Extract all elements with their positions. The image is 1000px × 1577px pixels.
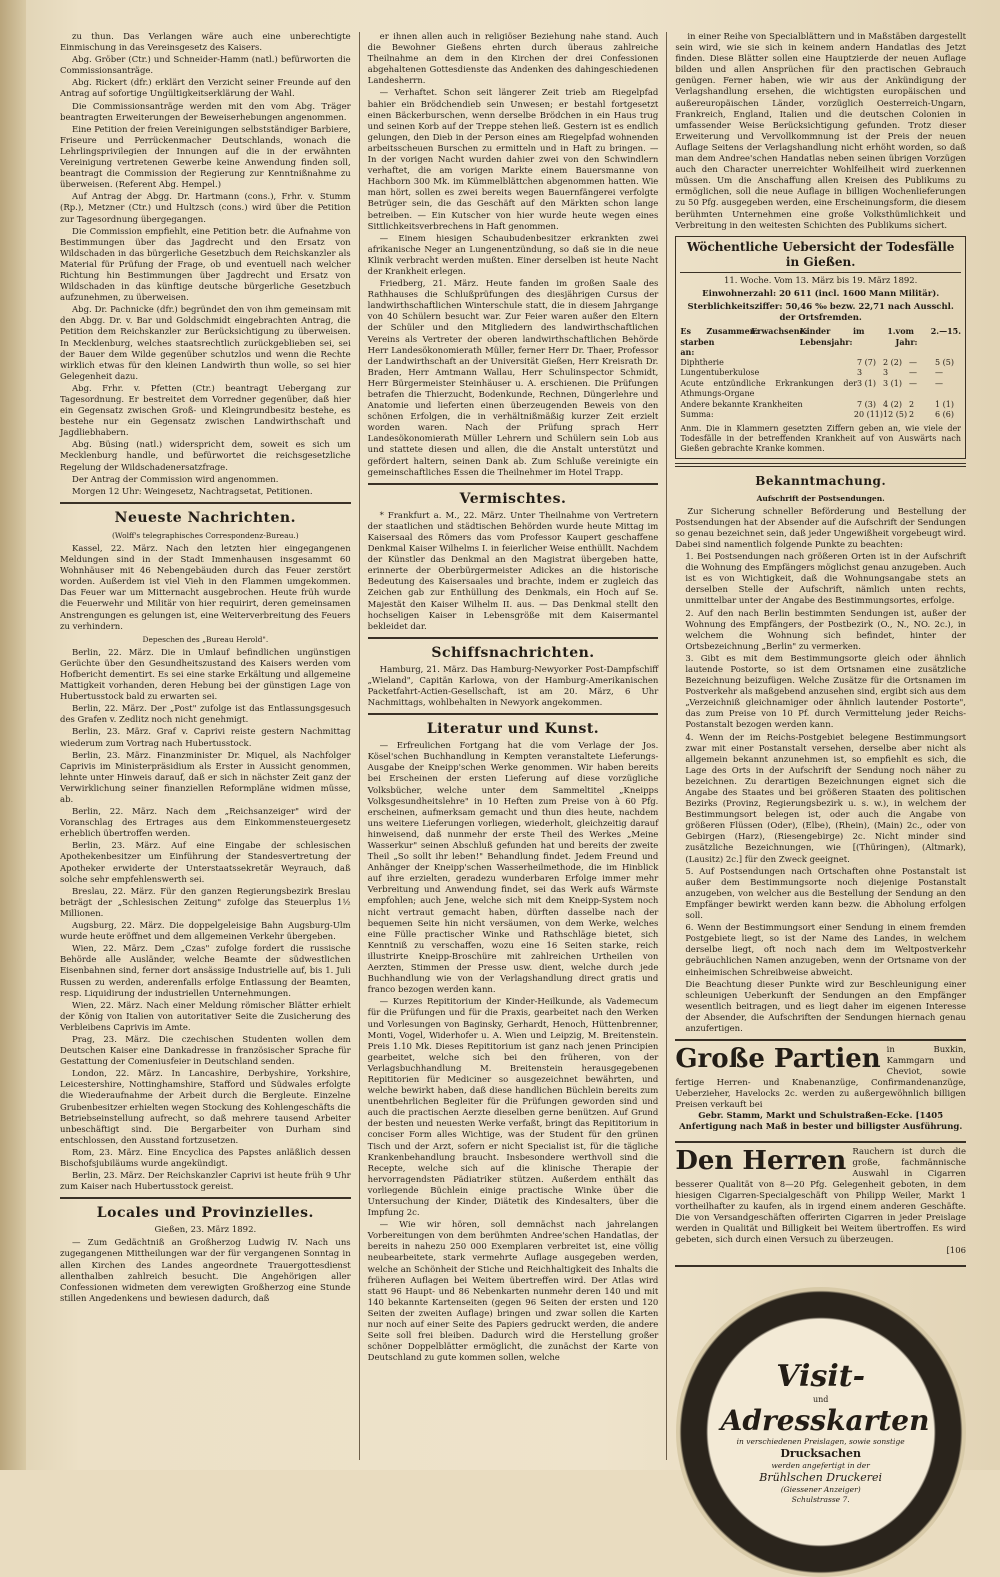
news-item: Berlin, 23. März. Graf v. Caprivi reiste gestern Nachmittag wiederum zum Vortrag nach Hubertusstock.: [60, 727, 351, 749]
mortality-cell: —: [935, 368, 944, 378]
ad-clothing: [675, 1039, 966, 1137]
paragraph: Der Antrag der Commission wird angenommen.: [72, 474, 279, 485]
mortality-col-header: Erwachsene:: [751, 326, 808, 337]
mortality-cell: 2: [909, 410, 915, 420]
ad-clothing-firm: [675, 1111, 966, 1122]
column-1: [60, 32, 351, 1460]
atlas-continued: [675, 32, 966, 232]
paragraph: — Wie wir hören, soll demnächst nach jahrelangen Vorbereitungen von dem berühmten Andree'schen Handatlas, der bereits in nahezu 250 000 Exemplaren verbreitet ist, eine völlig neubearbeitete, stark vermehrte Auflage ausgegeben werden, welche an Schönheit der Stiche und Reichhaltigkeit des Inhalts die früheren Auflagen bei Weitem übertreffen wird. Der Atlas wird statt 96 Haupt- und 86 Nebenkarten nunmehr deren 140 und mit 140 bekannte Kartenseiten (gegen 96 Seiten der ersten und 120 Seiten der zweiten Auflage) bringen und zwar sollen die Karten nur noch auf einer Seite des Papiers gedruckt werden, die andere Seite soll frei bleiben. Dadurch wird die Herstellung großer schöner Doppelblätter ermöglicht, die zunächst der Karte von Deutschland zu gute kommen sollen, welche: [367, 1220, 659, 1364]
section-heading-local: Locales und Provinzielles.: [96, 1205, 314, 1222]
news-item: Berlin, 22. März. Der „Post" zufolge ist das Entlassungsgesuch des Grafen v. Zedlitz noch nicht genehmigt.: [60, 704, 351, 726]
seal-und: und: [812, 1394, 829, 1404]
mortality-cell: Andere bekannte Krankheiten: [680, 399, 803, 409]
mortality-row: [680, 379, 961, 400]
mortality-col-header: vom 2.—15. Jahr:: [895, 326, 962, 347]
mortality-cell: —: [909, 357, 918, 367]
mortality-week: 11. Woche. Vom 13. März bis 19. März 1892.: [723, 275, 918, 286]
seal-line-2: werden angefertigt in der: [771, 1460, 870, 1470]
column-3: [666, 32, 967, 1504]
seal-visit: Visit-: [776, 1358, 866, 1394]
ad-clothing-firm-name: Gebr. Stamm, Markt und Schulstraßen-Ecke.: [698, 1111, 913, 1122]
seal-press-name: Brühlschen Druckerei: [759, 1470, 883, 1484]
mortality-row: [680, 400, 961, 411]
paragraph: zu thun. Das Verlangen wäre auch eine unberechtigte Einmischung in das Vereinsgesetz des Kaisers.: [60, 32, 351, 54]
paragraph: Abg. Frhr. v. Pfetten (Ctr.) beantragt Uebergang zur Tagesordnung. Er bestreitet dem Vorredner gegenüber, daß hier ein Gegensatz zwischen Groß- und Kleingrundbesitz bestehe, es bestehe nur ein Gegensatz zwischen Landwirthschaft und Jagdliebhabern.: [60, 383, 351, 439]
paragraph: — Einem hiesigen Schaubudenbesitzer erkrankten zwei afrikanische Neger an Lungenentzündung, so daß sie in die neue Klinik verbracht werden mußten. Einer derselben ist heute Nacht der Krankheit erlegen.: [367, 233, 659, 277]
mortality-heading: Wöchentliche Uebersicht der Todesfälle in Gießen.: [680, 240, 961, 273]
divider: [675, 1265, 966, 1267]
mortality-rows: [680, 326, 961, 421]
news-item: Rom, 23. März. Eine Encyclica des Papstes anläßlich dessen Bischofsjubiläums wurde angekündigt.: [60, 1147, 351, 1169]
paragraph: Die Commissionsanträge werden mit den vom Abg. Träger beantragten Erweiterungen der Beweiserhebungen angenommen.: [60, 101, 351, 123]
ad-clothing-number: [1405: [915, 1111, 944, 1122]
paragraph: Friedberg, 21. März. Heute fanden im großen Saale des Rathhauses die Schlußprüfungen des diesjährigen Cursus der landwirthschaftlichen Winterschule statt, die in diesem Jahrgange von 40 Schülern besucht war. Zur Feier waren außer den Eltern der Schüler und den Mitgliedern des landwirthschaftlichen Vereins als Vertreter der oberen landwirthschaftlichen Behörde Herr Landesökonomierath Müller, ferner Herr Dr. Thaer, Professor der Landwirthschaft an der Universität Gießen, Herr Kreisrath Dr. Braden, Herr Amtmann Wallau, Herr Schulinspector Schmidt, Herr Bürgermeister Steinhäuser u. A. erschienen. Die Prüfungen betrafen die Thierzucht, Bodenkunde, Rechnen, Düngerlehre und Anatomie und lieferten einen überzeugenden Beweis von den schönen Erfolgen, die in verhältnißmäßig kurzer Zeit erzielt worden waren. Nach der Prüfung sprach Herr Landesökonomierath Müller Lehrern und Schülern sein Lob aus und stattete diesen und allen, die die Anstalt unterstützt und gefördert haltern, seinen Dank ab. Zum Schluße vereinigte ein gemeinschaftliches Essen die Theilnehmer im Hotel Trapp.: [367, 279, 659, 478]
mortality-cell: 1 (1): [935, 399, 954, 409]
herold-block: [60, 648, 351, 1194]
paragraph: Abg. Gröber (Ctr.) und Schneider-Hamm (natl.) befürworten die Commissionsanträge.: [60, 55, 351, 77]
mortality-cell: —: [935, 378, 944, 388]
mortality-cell: 4 (2): [883, 399, 902, 409]
herold-heading: Depeschen des „Bureau Herold".: [142, 634, 269, 644]
mortality-cell: 5 (5): [935, 357, 954, 367]
printing-ad-seal: [676, 1287, 966, 1577]
ad-cigars-title: Den Herren: [675, 1146, 847, 1177]
mortality-cell: Acute entzündliche Erkrankungen der Athmungs-Organe: [680, 378, 858, 399]
mortality-table: [675, 236, 966, 459]
divider: [675, 463, 966, 467]
notice-intro: Zur Sicherung schneller Beförderung und Bestellung der Postsendungen hat der Absender auf die Aufschrift der Sendungen so genau bezeichnet sein, daß jeder Ungewißheit vorgebeugt wird. Dabei sind namentlich folgende Punkte zu beachten:: [675, 506, 967, 550]
paragraph: Eine Petition der freien Vereinigungen selbstständiger Barbiere, Friseure und Perrückenmacher Deutschlands, wonach die Lehrlingsprivilegien der Innungen auf die in der erwähnten Vereinigung vertretenen Gewerbe keine Anwendung finden soll, beantragt die Commission der Regierung zur Kenntnißnahme zu überweisen. (Referent Abg. Hempel.): [60, 124, 351, 191]
news-item: Augsburg, 22. März. Die doppelgeleisige Bahn Augsburg-Ulm wurde heute eröffnet und dem allgemeinen Verkehr übergeben.: [60, 921, 351, 943]
section-heading-literature: Literatur und Kunst.: [426, 721, 600, 738]
columns: [60, 32, 967, 1504]
news-item: Berlin, 23. März. Der Reichskanzler Caprivi ist heute früh 9 Uhr zum Kaiser nach Hubertusstock gereist.: [60, 1171, 351, 1193]
paragraph: er ihnen allen auch in religiöser Beziehung nahe stand. Auch die Bewohner Gießens ehrten durch überaus zahlreiche Theilnahme an dem in den Kirchen der drei Confessionen abgehaltenen Gottesdienste das Andenken des dahingeschiedenen Landesherrn.: [367, 32, 659, 87]
ad-cigars: [675, 1141, 966, 1261]
notice-list: [675, 552, 966, 1035]
mortality-row: [680, 358, 961, 369]
mortality-col-header: Kinder im 1. Lebensjahr:: [799, 326, 896, 347]
divider: [60, 1197, 351, 1199]
notice-item: 2. Auf den nach Berlin bestimmten Sendungen ist, außer der Wohnung des Empfängers, der Postbezirk (O., N., NO. 2c.), in welchem die Wohnung sich befindet, hinter der Ortsbezeichnung „Berlin" zu vermerken.: [685, 608, 967, 652]
notice-item: 3. Gibt es mit dem Bestimmungsorte gleich oder ähnlich lautende Postorte, so ist dem Ortsnamen eine zusätzliche Bezeichnung beizufügen. Welche Zusätze für die Ortsnamen im Postverkehr als maßgebend anzusehen sind, ergibt sich aus dem „Verzeichniß gleichnamiger oder ähnlich lautender Postorte", das zum Preise von 10 Pf. durch Vermittelung jeder Reichs-Postanstalt bezogen werden kann.: [685, 653, 967, 731]
news-item: Berlin, 23. März. Auf eine Eingabe der schlesischen Apothekenbesitzer um Einführung der Standesvertretung der Apotheker erwiderte der Unterstaatssekretär Weyrauch, daß solche sehr empfehlenswerth sei.: [60, 841, 351, 885]
column-2: [359, 32, 659, 1460]
news-item: Breslau, 22. März. Für den ganzen Regierungsbezirk Breslau beträgt der „Schlesischen Zeitung" zufolge das Steuerplus 1½ Millionen.: [60, 886, 351, 919]
paragraph: — Zum Gedächtniß an Großherzog Ludwig IV. Nach uns zugegangenen Mittheilungen war der für vergangenen Sonntag in allen Kirchen des Landes angeordnete Trauergottesdienst allenthalben zahlreich besucht. Die Angehörigen aller Confessionen widmeten dem verewigten Großherzog eine Stunde stillen Angedenkens und bewiesen dadurch, daß: [60, 1238, 351, 1304]
paragraph: Abg. Rickert (dfr.) erklärt den Verzicht seiner Freunde auf den Antrag auf sofortige Ungültigkeitserklärung der Wahl.: [60, 78, 351, 100]
mortality-col-header: Zusammen:: [706, 326, 759, 337]
mortality-cell: 3: [883, 368, 889, 378]
mortality-cell: 20 (11): [853, 410, 884, 420]
mortality-col-header: Es starben an:: [680, 326, 715, 358]
mortality-row: [680, 368, 961, 379]
seal-inner: [720, 1358, 930, 1505]
seal-line-3: (Giessener Anzeiger): [780, 1484, 861, 1494]
notice-heading: Bekanntmachung.: [755, 473, 887, 488]
paragraph: Abg. Büsing (natl.) widerspricht dem, soweit es sich um Mecklenburg handle, und befürwortet die reichsgesetzliche Regelung der Wildschadenersatzfrage.: [60, 440, 351, 473]
seal-line-4: Schulstrasse 7.: [791, 1494, 850, 1504]
paragraph: — Verhaftet. Schon seit längerer Zeit trieb am Riegelpfad bahier ein Brödchendieb sein Unwesen; er bestahl fortgesetzt einen Bäckerburschen, wenn derselbe Brödchen in ein Haus trug und seinen Korb auf der Treppe stehen ließ. Gestern ist es endlich gelungen, den Dieb in der Person eines am Riegelpfad wohnenden arbeitsscheuen Burschen zu ermitteln und in Haft zu bringen. — In der vorigen Nacht wurden dahier zwei von den Schwindlern verhaftet, die am vorigen Markte einem Bauersmanne von Hachborn 300 Mk. im Kümmelblättchen abgenommen hatten. Wie man hört, sollen es zwei bereits wegen Bauernfängerei verfolgte Betrüger sein, die das Geschäft auf den Märkten schon lange betreiben. — Ein Kutscher von hier wurde heute wegen eines Sittlichkeitsverbrechens in Haft genommen.: [367, 88, 659, 232]
news-item: Berlin, 22. März. Die in Umlauf befindlichen ungünstigen Gerüchte über den Gesundheitszustand des Kaisers werden vom Hofbericht dementirt. Es sei eine starke Erkältung und allgemeine Mattigkeit vorhanden, deren Hebung bei der günstigen Lage von Hubertusstock bald zu erwarten sei.: [60, 647, 351, 703]
misc-block: [368, 511, 659, 633]
local-dateline: Gießen, 23. März 1892.: [154, 1225, 257, 1236]
literature-block: [368, 741, 659, 1364]
ad-clothing-note: Anfertigung nach Maß in bester und billigster Ausführung.: [679, 1122, 963, 1133]
section-heading-misc: Vermischtes.: [459, 490, 567, 507]
divider: [368, 483, 659, 485]
news-item: Prag, 23. März. Die czechischen Studenten wollen dem Deutschen Kaiser eine Dankadresse in französischer Sprache für Gestattung der Comeniusfeier in Deutschland senden.: [60, 1034, 351, 1068]
ship-block: [368, 665, 659, 709]
mortality-cell: 6 (6): [935, 410, 954, 420]
news-item: Wien, 22. März. Dem „Czas" zufolge fordert die russische Behörde alle Ausländer, welche Beamte der südwestlichen Eisenbahnen sind, ferner dort ansässige Industrielle auf, bis 1. Juli Russen zu werden, anderenfalls erfolge Entlassung der Beamten, resp. Liquidirung der industriellen Unternehmungen.: [60, 944, 351, 999]
paragraph: — Erfreulichen Fortgang hat die vom Verlage der Jos. Kösel'schen Buchhandlung in Kempten veranstaltete Lieferungs-Ausgabe der Kneipp'schen Werke genommen. Wir haben bereits bei Erscheinen der ersten Lieferung auf diese vorzügliche Volksbücher, welche unter dem Sammeltitel „Kneipps Volksgesundheitslehre" in 10 Heften zum Preise von à 60 Pfg. erscheinen, aufmerksam gemacht und thun dies heute, nachdem uns weitere Lieferungen vorliegen, wiederholt, gleichzeitig darauf hinweisend, daß nunmehr der erste Theil des Werkes „Meine Wasserkur" seinen Abschluß gefunden hat und bereits der zweite Theil „So sollt ihr leben!" Behandlung findet. Jedem Freund und Anhänger der Kneipp'schen Wasserheilmethode, die im Hinblick auf ihre erzielten, geradezu wunderbaren Erfolge immer mehr Verbreitung und Anwendung findet, sei das Werk aufs Wärmste empfohlen; auch Jene, welche sich mit dem Kneipp-System noch nicht vertraut gemacht haben, dürften dasselbe nach der bequemen Seite hin nicht versäumen, von dem Werke, welches eine Fülle practischer Winke und Rathschläge bietet, sich Kenntniß zu verschaffen, wozu eine 16 Seiten starke, reich illustrirte Kneipp-Broschüre mit zahlreichen Urtheilen von Aerzten, Stimmen der Presse usw. dient, welche durch jede Buchhandlung wie von der Verlagshandlung direct gratis und franco bezogen werden kann.: [367, 741, 659, 996]
paragraph: Hamburg, 21. März. Das Hamburg-Newyorker Post-Dampfschiff „Wieland", Capitän Karlowa, von der Hamburg-Amerikanischen Packetfahrt-Actien-Gesellschaft, ist am 20. März, 6 Uhr Nachmittags, wohlbehalten in Newyork angekommen.: [367, 664, 659, 709]
paragraph: * Frankfurt a. M., 22. März. Unter Theilnahme von Vertretern der staatlichen und städtischen Behörden wurde heute Mittag im Kaisersaal des Römers das vom Professor Kaupert geschaffene Denkmal Kaiser Wilhelms I. in feierlicher Weise enthüllt. Nachdem der Künstler das Denkmal an den Magistrat übergeben hatte, erinnerte der Oberbürgermeister Adickes an die historische Bedeutung des Kaisersaales und brachte, indem er zugleich das Zeichen gab zur Enthüllung des Denkmals, ein Hoch auf Se. Majestät den Kaiser Wilhelm II. aus. — Das Denkmal stellt den hochseligen Kaiser in Lebensgröße mit dem Kaisermantel bekleidet dar.: [367, 510, 659, 632]
divider: [368, 637, 659, 639]
notice-item: 5. Auf Postsendungen nach Ortschaften ohne Postanstalt ist außer dem Bestimmungsorte noch diejenige Postanstalt anzugeben, von welcher aus die Bestellung der Sendung an den Empfänger bewirkt werden kann bezw. die Abholung erfolgen soll.: [685, 866, 967, 922]
page-edge: [0, 0, 26, 1470]
notice-subheading: Aufschrift der Postsendungen.: [756, 493, 885, 503]
divider: [368, 713, 659, 715]
news-item: Berlin, 22. März. Nach dem „Reichsanzeiger" wird der Voranschlag des Ertrages aus dem Einkommensteuergesetz erheblich übertroffen werden.: [60, 807, 351, 840]
paragraph: — Kurzes Repititorium der Kinder-Heilkunde, als Vademecum für die Prüfungen und für die Praxis, gearbeitet nach den Werken und Vorlesungen von Baginsky, Gerhardt, Henoch, Hüttenbrenner, Monti, Vogel, Widerhofer u. A. Wien und Leipzig, M. Breitenstein. Preis 1.10 Mk. Dieses Repititorium ist ganz nach jenen Principien gearbeitet, welche sich bei den früheren, von der Verlagsbuchhandlung M. Breitenstein herausgegebenen Repititorien für Mediciner so ausgezeichnet bewährten, und welche bewirkt haben, daß diese handlichen Büchlein bereits zum unentbehrlichen Begleiter für die Prüfungen geworden sind und auch die practischen Aerzte dieselben gerne benützen. Auf Grund der besten und neuesten Werke verfaßt, bringt das Repititorium in conciser Form alles Wichtige, was der Student für den grünen Tisch und der Arzt, sofern er nicht Specialist ist, für die tägliche Krankenbehandlung braucht. Insbesondere werthvoll sind die Recepte, welche sich auf die klinische Therapie der hervorragendsten Pädiatriker stützen. Außerdem enthält das vorliegende Büchlein einige practische Winke über die Untersuchung der Kinder, Diätetik des Kindesalters, über die Impfung 2c.: [367, 997, 659, 1219]
local-continued: [368, 32, 659, 479]
ad-cigars-text: Rauchern ist durch die große, fachmännische Auswahl in Cigarren besserer Qualität von 8—20 Pfg. Gelegenheit geboten, in dem hiesigen Cigarren-Specialgeschäft von Philipp Weiler, Markt 1 vortheilhafter zu kaufen, als in irgend einem anderen Geschäfte. Die von Versandgeschäften offerirten Cigarren in jeder Preislage werden in Qualität und Billigkeit bei Weitem übertroffen. Es wird gebeten, sich durch einen Versuch zu überzeugen.: [675, 1147, 967, 1246]
seal-adresskarten: Adresskarten: [720, 1403, 930, 1437]
paragraph: Morgen 12 Uhr: Weingesetz, Nachtragsetat, Petitionen.: [72, 486, 313, 497]
news-item: Wien, 22. März. Nach einer Meldung römischer Blätter erhielt der König von Italien von autoritativer Seite die Zusicherung des Verbleibens Caprivis im Amte.: [60, 1000, 351, 1033]
mortality-cell: —: [909, 368, 918, 378]
ad-cigars-number: [106: [946, 1246, 967, 1257]
paragraph: in einer Reihe von Specialblättern und in Maßstäben dargestellt sein wird, wie sie sich in keinem andern Handatlas des Jetzt finden. Diese Blätter sollen eine Hauptzierde der neuen Auflage bilden und allen Ansprüchen für den practischen Gebrauch genügen. Ferner haben, wie wir aus der Ankündigung der Verlagshandlung ersehen, die wichtigsten europäischen und außereuropäischen Länder, vorzüglich Oesterreich-Ungarn, Frankreich, England, Italien und die deutschen Colonien in umfassender Weise Berücksichtigung gefunden. Trotz dieser Erweiterung und Vervollkommnung ist der Preis der neuen Auflage Seitens der Verlagshandlung nicht erhöht worden, so daß man dem Andree'schen Handatlas neben seinen übrigen Vorzügen auch den Character unerreichter Wohlfeilheit wird zuerkennen müssen. Um die Anschaffung allen Kreisen des Publikums zu ermöglichen, soll die neue Auflage in billigen Wochenlieferungen zu 50 Pfg. ausgegeben werden, eine Erscheinungsform, die diesem berühmten Unternehmen eine große Volksthümlichkeit und Verbreitung in den weitesten Schichten des Publikums sichert.: [675, 32, 967, 231]
mortality-note: Anm. Die in Klammern gesetzten Ziffern geben an, wie viele der Todesfälle in der betreffenden Krankheit auf von Auswärts nach Gießen gebrachte Kranke kommen.: [680, 423, 962, 453]
mortality-cell: 7 (3): [857, 399, 876, 409]
news-block: [60, 544, 351, 633]
paragraph: Abg. Dr. Pachnicke (dfr.) begründet den von ihm gemeinsam mit den Abgg. Dr. v. Bar und Goldschmidt eingebrachten Antrag, die Petition dem Reichskanzler zur Berücksichtigung zu überweisen. In Mecklenburg, welches staatsrechtlich zurückgeblieben sei, sei der Bauer dem Wilde gegenüber schutzlos und wenn die Rechte wirklich etwas für den kleinen Landwirth thun wolle, so sei hier Gelegenheit dazu.: [60, 305, 351, 382]
notice-item: 4. Wenn der im Reichs-Postgebiet belegene Bestimmungsort zwar mit einer Postanstalt versehen, derselbe aber nicht als allgemein bekannt anzunehmen ist, so empfiehlt es sich, die Lage des Orts in der Aufschrift der Sendung noch näher zu bezeichnen. Zu derartigen Bezeichnungen eignet sich die Angabe des Staates und bei größeren Staaten des politischen Bezirks (Provinz, Regierungsbezirk u. s. w.), in welchem der Bestimmungsort belegen ist, oder auch die Angabe von größeren Flüssen (Oder), (Elbe), (Rhein), (Main) 2c., oder von Gebirgen (Harz), (Riesengebirge) 2c. Nicht minder sind zusätzliche Bezeichnungen, wie [(Thüringen), (Altmark), (Lausitz) 2c.] für den Zweck geeignet.: [685, 732, 967, 865]
notice-item: Die Beachtung dieser Punkte wird zur Beschleunigung einer schleunigen Ueberkunft der Sendungen an den Empfänger wesentlich beitragen, und es liegt daher im eigenen Interesse der Absender, die Aufschriften der Sendungen hiernach genau anzufertigen.: [685, 979, 967, 1034]
reichstag-report: [60, 32, 351, 498]
mortality-row: [680, 410, 961, 421]
mortality-cell: —: [909, 378, 918, 388]
mortality-cell: Diphtherie: [680, 357, 724, 367]
mortality-header-row: [680, 326, 961, 358]
mortality-rate: Sterblichkeitsziffer: 50,46 ‰ bezw. 22,71 nach Ausschl. der Ortsfremden.: [687, 301, 954, 323]
notice-item: 1. Bei Postsendungen nach größeren Orten ist in der Aufschrift die Wohnung des Empfängers möglichst genau anzugeben. Auch ist es von Wichtigkeit, daß die Wohnungsangabe stets an derselben Stelle der Aufschrift, nämlich unten rechts, unmittelbar unter der Angabe des Bestimmungsortes, erfolge.: [685, 552, 967, 607]
notice-item: 6. Wenn der Bestimmungsort einer Sendung in einem fremden Postgebiete liegt, so ist der Name des Landes, in welchem derselbe liegt, oft noch nach dem im Weltpostverkehr gebräuchlichen Namen anzugeben, wenn der Ortsname von der einheimischen Schreibweise abweicht.: [685, 923, 967, 978]
mortality-cell: Summa:: [680, 410, 714, 420]
news-source: (Wolff's telegraphisches Correspondenz-Bureau.): [111, 530, 299, 540]
mortality-cell: 12 (5): [883, 410, 908, 420]
seal-drucksachen: Drucksachen: [780, 1446, 861, 1460]
section-heading-news: Neueste Nachrichten.: [114, 509, 296, 526]
paragraph: Die Commission empfiehlt, eine Petition betr. die Aufnahme von Bestimmungen über das Jagdrecht und den Ersatz von Wildschaden in das bürgerliche Gesetzbuch dem Reichskanzler als Material für Prüfung der Frage, ob und eventuell nach welcher Richtung hin Bestimmungen über Jagdrecht und Ersatz von Wildschaden in das künftige deutsche bürgerliche Gesetzbuch aufzunehmen, zu überweisen.: [60, 226, 351, 304]
paragraph: Auf Antrag der Abgg. Dr. Hartmann (cons.), Frhr. v. Stumm (Rp.), Metzner (Ctr.) und Hultzsch (cons.) wird über die Petition zur Tagesordnung übergegangen.: [60, 192, 351, 225]
seal-line-1: in verschiedenen Preislagen, sowie sonstige: [736, 1436, 905, 1446]
mortality-cell: 3 (1): [857, 378, 876, 388]
section-heading-ships: Schiffsnachrichten.: [431, 644, 595, 661]
news-item: London, 22. März. In Lancashire, Derbyshire, Yorkshire, Leicestershire, Nottinghamshire, Stafford und Südwales erfolgte die Wiederaufnahme der Arbeit durch die Bergleute. Einzelne Grubenbesitzer erhielten wegen Stockung des Kohlengeschäfts die Betriebseinstellung aufrecht, so daß mehrere tausend Arbeiter unbeschäftigt sind. Die Bergarbeiter von Durham sind entschlossen, den Ausstand fortzusetzen.: [60, 1069, 351, 1146]
ad-clothing-text: in Buxkin, Kammgarn und Cheviot, sowie fertige Herren- und Knabenanzüge, Confirmandenanzüge, Ueberzieher, Havelocks 2c. werden zu außergewöhnlich billigen Preisen verkauft bei: [675, 1045, 967, 1111]
news-item: Kassel, 22. März. Nach den letzten hier eingegangenen Meldungen sind in der Stadt Immenhausen insgesammt 60 Wohnhäuser mit 46 Nebengebäuden durch das Feuer zerstört worden. Außerdem ist viel Vieh in den Flammen umgekommen. Das Feuer war um Mitternacht ausgebrochen. Heute früh wurde die Feuerwehr und Militär von hier requirirt, deren gemeinsamen Anstrengungen es gelungen ist, eine Weiterverbreitung des Feuers zu verhindern.: [60, 543, 351, 632]
divider: [60, 502, 351, 504]
mortality-cell: 3: [857, 368, 863, 378]
mortality-cell: 7 (7): [857, 357, 876, 367]
ad-clothing-title: Große Partien: [675, 1044, 881, 1075]
news-item: Berlin, 23. März. Finanzminister Dr. Miquel, als Nachfolger Caprivis im Ministerpräsidium als Erster in Aussicht genommen, lehnte unter Hinweis darauf, daß er sich in nächster Zeit ganz der Verwirklichung seiner finanziellen Reformpläne widmen müsse, ab.: [60, 750, 351, 805]
mortality-cell: 2 (2): [883, 357, 902, 367]
mortality-cell: 3 (1): [883, 378, 902, 388]
mortality-population: Einwohnerzahl: 20 611 (incl. 1600 Mann Militär).: [702, 288, 940, 299]
mortality-cell: 2: [909, 399, 915, 409]
local-block: [60, 1238, 351, 1305]
mortality-cell: Lungentuberkulose: [680, 368, 760, 378]
